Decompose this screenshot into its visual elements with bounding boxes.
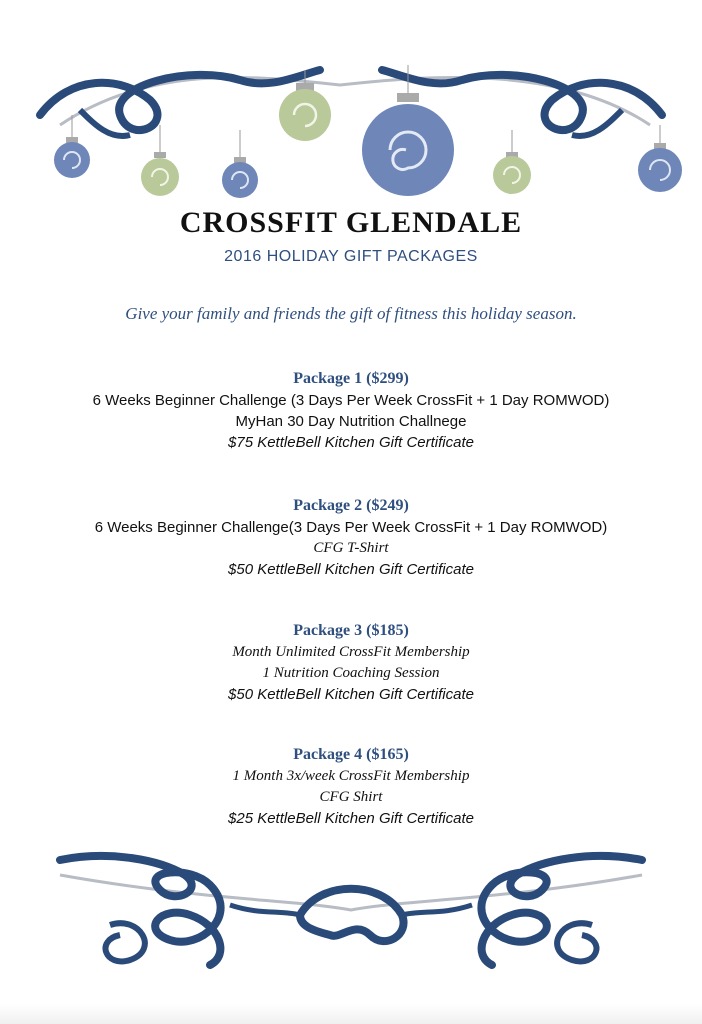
package-line: $50 KettleBell Kitchen Gift Certificate [228,686,474,703]
package-line: 1 Nutrition Coaching Session [262,665,440,681]
package-title: Package 4 ($165) [293,746,409,763]
package-line: 1 Month 3x/week CrossFit Membership [232,768,470,784]
package-4 [0,744,702,829]
package-line: 6 Weeks Beginner Challenge(3 Days Per Week CrossFit + 1 Day ROMWOD) [94,519,608,536]
package-line: CFG T-Shirt [313,540,389,556]
package-title: Package 2 ($249) [293,497,409,514]
tagline: Give your family and friends the gift of fitness this holiday season. [125,304,577,323]
ribbon-footer-illustration [0,840,702,980]
ornament-ribbon-header-illustration [0,55,702,205]
page-title: CROSSFIT GLENDALE [179,206,523,239]
package-title: Package 3 ($185) [293,622,409,639]
page-edge [0,1004,702,1024]
package-3 [0,620,702,705]
page-subtitle: 2016 HOLIDAY GIFT PACKAGES [224,248,478,265]
package-line: $25 KettleBell Kitchen Gift Certificate [228,810,474,827]
package-title: Package 1 ($299) [293,370,409,387]
package-line: MyHan 30 Day Nutrition Challnege [235,413,467,430]
package-1 [0,368,702,453]
package-line: $75 KettleBell Kitchen Gift Certificate [228,434,474,451]
package-line: 6 Weeks Beginner Challenge (3 Days Per Week CrossFit + 1 Day ROMWOD) [92,392,610,409]
package-line: CFG Shirt [319,789,383,805]
package-line: $50 KettleBell Kitchen Gift Certificate [228,561,474,578]
package-2 [0,495,702,580]
package-line: Month Unlimited CrossFit Membership [232,644,470,660]
